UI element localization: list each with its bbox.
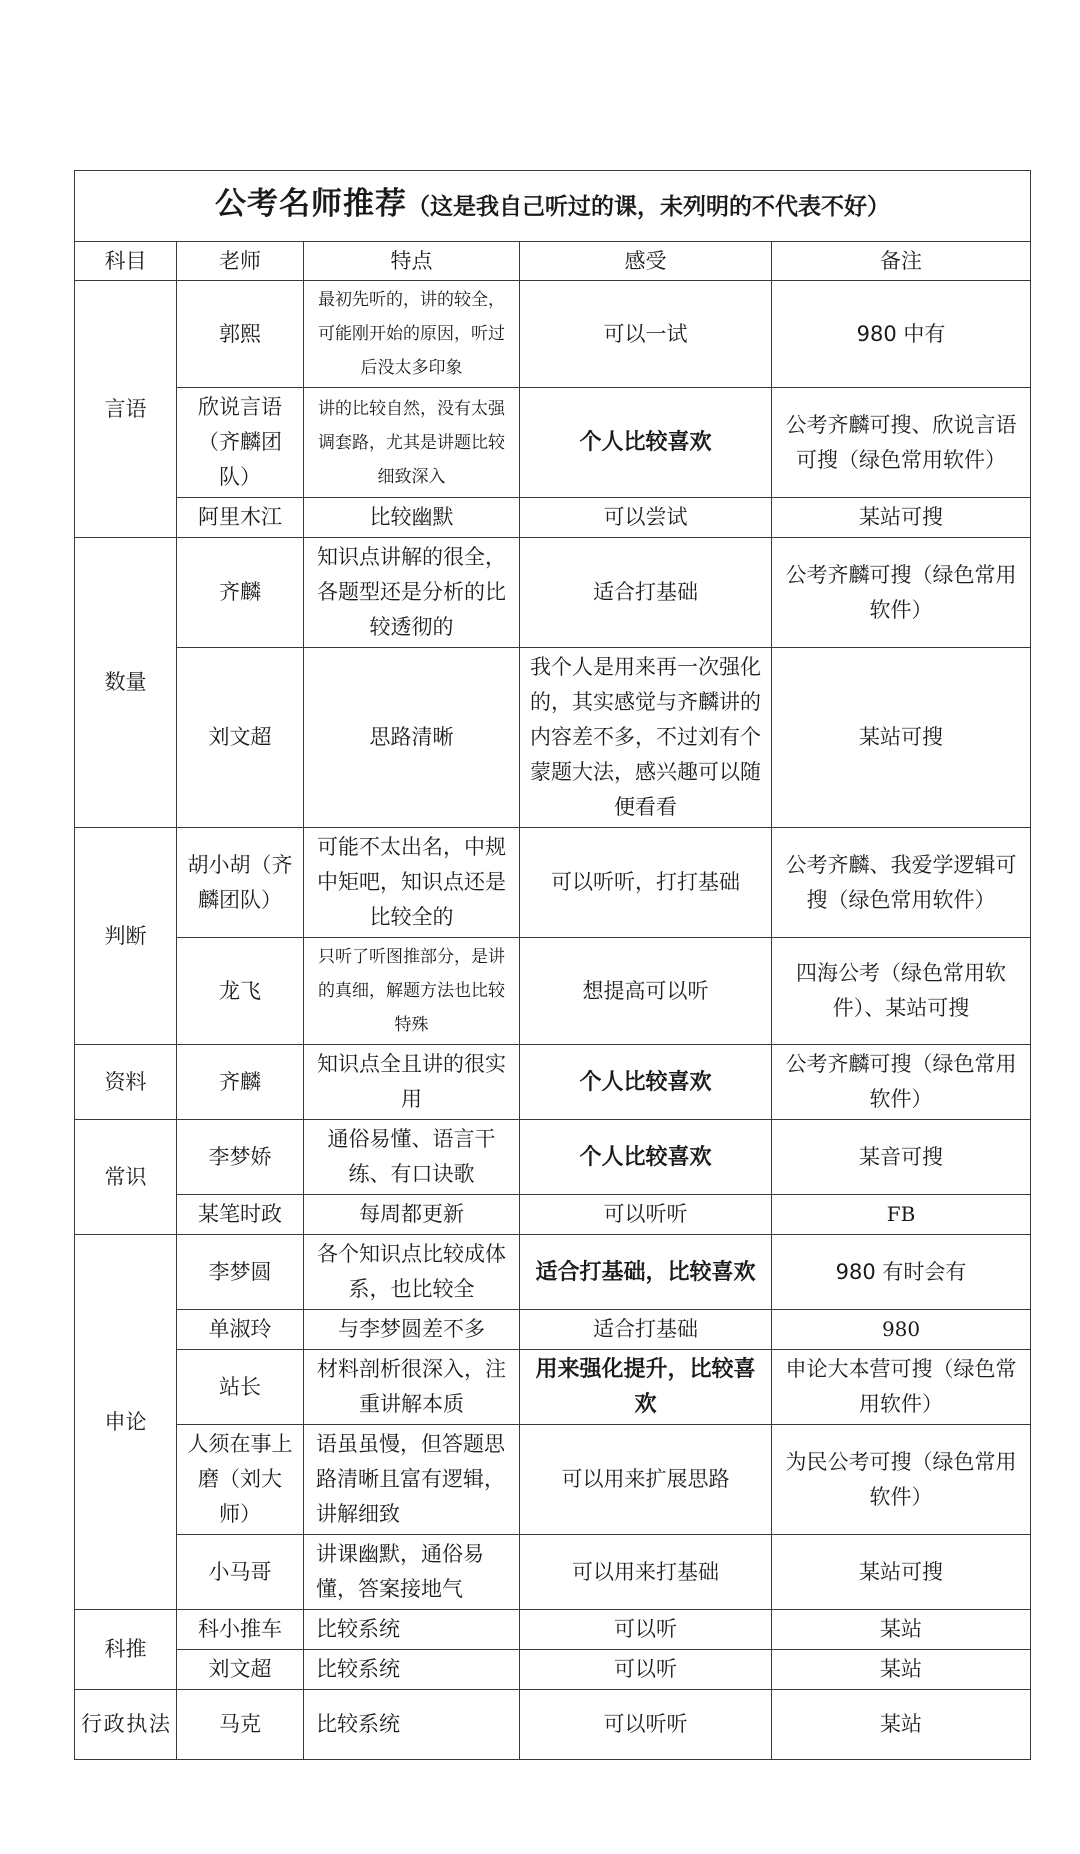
teacher-cell: 某笔时政: [177, 1195, 304, 1235]
table-row: [75, 828, 1031, 938]
subject-cell: 行政执法: [75, 1690, 177, 1760]
teacher-cell: 人须在事上磨（刘大师）: [177, 1425, 304, 1535]
feeling-cell: 可以听听: [520, 1195, 772, 1235]
note-cell: 公考齐麟可搜（绿色常用软件）: [772, 538, 1031, 648]
table-row: [75, 281, 1031, 388]
features-cell: 每周都更新: [304, 1195, 520, 1235]
features-cell: 比较系统: [304, 1650, 520, 1690]
features-cell: 思路清晰: [304, 648, 520, 828]
features-cell: 各个知识点比较成体系，也比较全: [304, 1235, 520, 1310]
teacher-cell: 科小推车: [177, 1610, 304, 1650]
feeling-cell: 可以听听: [520, 1690, 772, 1760]
feeling-cell: 可以用来扩展思路: [520, 1425, 772, 1535]
note-cell: 某站可搜: [772, 648, 1031, 828]
title-main: 公考名师推荐: [215, 186, 408, 222]
feeling-cell: 个人比较喜欢: [520, 1120, 772, 1195]
table-row: [75, 1310, 1031, 1350]
table-row: [75, 498, 1031, 538]
feeling-cell: 可以听: [520, 1610, 772, 1650]
table-row: [75, 1650, 1031, 1690]
feeling-cell: 适合打基础: [520, 538, 772, 648]
table-row: [75, 1045, 1031, 1120]
note-cell: FB: [772, 1195, 1031, 1235]
table-row: [75, 648, 1031, 828]
column-header: 备注: [772, 242, 1031, 281]
column-header: 老师: [177, 242, 304, 281]
teacher-cell: 齐麟: [177, 1045, 304, 1120]
subject-cell: 言语: [75, 281, 177, 538]
features-cell: 可能不太出名，中规中矩吧，知识点还是比较全的: [304, 828, 520, 938]
feeling-cell: 个人比较喜欢: [520, 388, 772, 498]
features-cell: 语虽虽慢，但答题思路清晰且富有逻辑，讲解细致: [304, 1425, 520, 1535]
teacher-cell: 胡小胡（齐麟团队）: [177, 828, 304, 938]
teacher-cell: 刘文超: [177, 1650, 304, 1690]
subject-cell: 数量: [75, 538, 177, 828]
features-cell: 知识点讲解的很全，各题型还是分析的比较透彻的: [304, 538, 520, 648]
feeling-cell: 可以尝试: [520, 498, 772, 538]
feeling-cell: 个人比较喜欢: [520, 1045, 772, 1120]
features-cell: 最初先听的，讲的较全，可能刚开始的原因，听过后没太多印象: [304, 281, 520, 388]
feeling-cell: 可以听: [520, 1650, 772, 1690]
teacher-cell: 马克: [177, 1690, 304, 1760]
feeling-cell: 可以用来打基础: [520, 1535, 772, 1610]
note-cell: 四海公考（绿色常用软件）、某站可搜: [772, 938, 1031, 1045]
table-title: [75, 171, 1031, 242]
table-row: [75, 1425, 1031, 1535]
title-subtitle: （这是我自己听过的课，未列明的不代表不好）: [407, 194, 891, 220]
column-header: 科目: [75, 242, 177, 281]
subject-cell: 判断: [75, 828, 177, 1045]
note-cell: 申论大本营可搜（绿色常用软件）: [772, 1350, 1031, 1425]
features-cell: 讲课幽默，通俗易懂，答案接地气: [304, 1535, 520, 1610]
note-cell: 某站: [772, 1610, 1031, 1650]
table-row: [75, 388, 1031, 498]
subject-cell: 资料: [75, 1045, 177, 1120]
teacher-cell: 龙飞: [177, 938, 304, 1045]
table-row: [75, 1235, 1031, 1310]
features-cell: 比较系统: [304, 1690, 520, 1760]
teacher-cell: 郭熙: [177, 281, 304, 388]
feeling-cell: 可以一试: [520, 281, 772, 388]
features-cell: 与李梦圆差不多: [304, 1310, 520, 1350]
column-header: 感受: [520, 242, 772, 281]
teacher-cell: 李梦圆: [177, 1235, 304, 1310]
column-header: 特点: [304, 242, 520, 281]
teacher-cell: 齐麟: [177, 538, 304, 648]
table-row: [75, 1120, 1031, 1195]
feeling-cell: 想提高可以听: [520, 938, 772, 1045]
note-cell: 980 中有: [772, 281, 1031, 388]
features-cell: 知识点全且讲的很实用: [304, 1045, 520, 1120]
feeling-cell: 可以听听，打打基础: [520, 828, 772, 938]
teacher-cell: 小马哥: [177, 1535, 304, 1610]
table-row: [75, 1535, 1031, 1610]
note-cell: 某站: [772, 1650, 1031, 1690]
features-cell: 讲的比较自然，没有太强调套路，尤其是讲题比较细致深入: [304, 388, 520, 498]
teacher-cell: 刘文超: [177, 648, 304, 828]
teacher-table: [74, 170, 1031, 1760]
features-cell: 比较系统: [304, 1610, 520, 1650]
feeling-cell: 适合打基础，比较喜欢: [520, 1235, 772, 1310]
table-row: [75, 1195, 1031, 1235]
table-row: [75, 1610, 1031, 1650]
note-cell: 公考齐麟、我爱学逻辑可搜（绿色常用软件）: [772, 828, 1031, 938]
table-row: [75, 1690, 1031, 1760]
feeling-cell: 我个人是用来再一次强化的，其实感觉与齐麟讲的内容差不多，不过刘有个蒙题大法，感兴趣可以随便看看: [520, 648, 772, 828]
features-cell: 通俗易懂、语言干练、有口诀歌: [304, 1120, 520, 1195]
feeling-cell: 适合打基础: [520, 1310, 772, 1350]
subject-cell: 科推: [75, 1610, 177, 1690]
note-cell: 某音可搜: [772, 1120, 1031, 1195]
note-cell: 980: [772, 1310, 1031, 1350]
note-cell: 某站: [772, 1690, 1031, 1760]
subject-cell: 常识: [75, 1120, 177, 1235]
recommendation-sheet: [74, 170, 1030, 1760]
feeling-cell: 用来强化提升，比较喜欢: [520, 1350, 772, 1425]
note-cell: 公考齐麟可搜、欣说言语可搜（绿色常用软件）: [772, 388, 1031, 498]
teacher-cell: 阿里木江: [177, 498, 304, 538]
subject-cell: 申论: [75, 1235, 177, 1610]
teacher-cell: 李梦娇: [177, 1120, 304, 1195]
table-row: [75, 938, 1031, 1045]
table-row: [75, 538, 1031, 648]
note-cell: 980 有时会有: [772, 1235, 1031, 1310]
note-cell: 为民公考可搜（绿色常用软件）: [772, 1425, 1031, 1535]
features-cell: 比较幽默: [304, 498, 520, 538]
teacher-cell: 欣说言语（齐麟团队）: [177, 388, 304, 498]
note-cell: 某站可搜: [772, 1535, 1031, 1610]
features-cell: 只听了听图推部分，是讲的真细，解题方法也比较特殊: [304, 938, 520, 1045]
features-cell: 材料剖析很深入，注重讲解本质: [304, 1350, 520, 1425]
teacher-cell: 站长: [177, 1350, 304, 1425]
table-row: [75, 1350, 1031, 1425]
note-cell: 公考齐麟可搜（绿色常用软件）: [772, 1045, 1031, 1120]
teacher-cell: 单淑玲: [177, 1310, 304, 1350]
note-cell: 某站可搜: [772, 498, 1031, 538]
header-row: [75, 242, 1031, 281]
